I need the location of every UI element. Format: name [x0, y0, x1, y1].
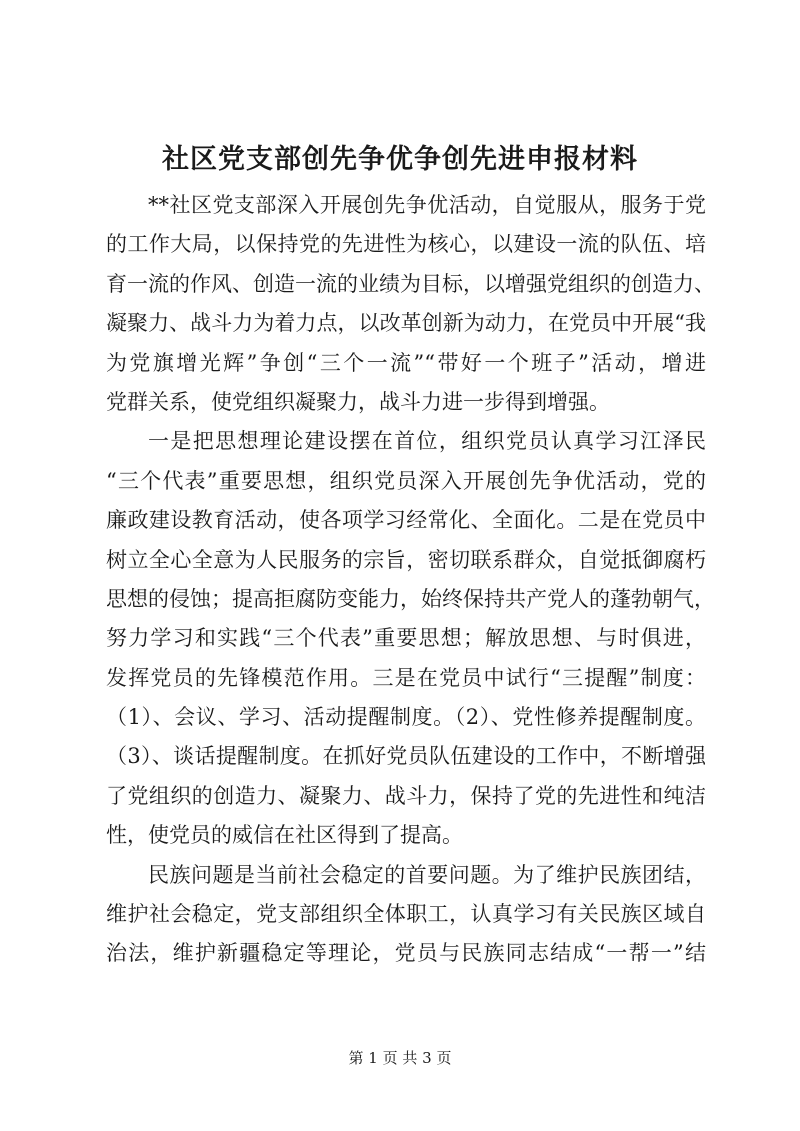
document-body: [106, 186, 715, 974]
paragraph-3-line-3: 治法，维护新疆稳定等理论，党员与民族同志结成“一帮一”结: [106, 941, 706, 966]
document-title: 社区党支部创先争优争创先进申报材料: [162, 144, 638, 175]
paragraph-1-line-3: 育一流的作风、创造一流的业绩为目标，以增强党组织的创造力、: [106, 271, 715, 296]
paragraph-2-line-7: 发挥党员的先锋模范作用。三是在党员中试行“三提醒”制度：: [106, 665, 706, 690]
page-footer: 第 1 页 共 3 页: [348, 1049, 452, 1067]
paragraph-2-line-8: （1）、会议、学习、活动提醒制度。（2）、党性修养提醒制度。: [106, 705, 706, 730]
paragraph-2-line-2: “三个代表”重要思想，组织党员深入开展创先争优活动，党的: [106, 468, 706, 493]
paragraph-3-line-1: 民族问题是当前社会稳定的首要问题。为了维护民族团结，: [148, 862, 706, 887]
paragraph-2-line-5: 思想的侵蚀；提高拒腐防变能力，始终保持共产党人的蓬勃朝气，: [106, 586, 715, 611]
paragraph-2-line-3: 廉政建设教育活动，使各项学习经常化、全面化。二是在党员中: [106, 508, 706, 533]
paragraph-2-line-4: 树立全心全意为人民服务的宗旨，密切联系群众，自觉抵御腐朽: [106, 547, 706, 572]
paragraph-2-line-1: 一是把思想理论建设摆在首位，组织党员认真学习江泽民: [148, 429, 706, 454]
paragraph-2-line-9: （3）、谈话提醒制度。在抓好党员队伍建设的工作中，不断增强: [106, 744, 706, 769]
paragraph-1-line-5: 为党旗增光辉”争创“三个一流”“带好一个班子”活动，增进: [106, 350, 706, 375]
paragraph-2-line-11: 性，使党员的威信在社区得到了提高。: [106, 823, 463, 848]
paragraph-1-line-6: 党群关系，使党组织凝聚力，战斗力进一步得到增强。: [106, 389, 610, 414]
paragraph-2-line-10: 了党组织的创造力、凝聚力、战斗力，保持了党的先进性和纯洁: [106, 783, 706, 808]
paragraph-1-line-4: 凝聚力、战斗力为着力点，以改革创新为动力，在党员中开展“我: [106, 311, 706, 336]
paragraph-1-line-2: 的工作大局，以保持党的先进性为核心，以建设一流的队伍、培: [106, 232, 706, 257]
paragraph-3-line-2: 维护社会稳定，党支部组织全体职工，认真学习有关民族区域自: [106, 902, 706, 927]
paragraph-1-line-1: **社区党支部深入开展创先争优活动，自觉服从，服务于党: [148, 193, 706, 217]
paragraph-2-line-6: 努力学习和实践“三个代表”重要思想；解放思想、与时俱进，: [106, 626, 706, 651]
